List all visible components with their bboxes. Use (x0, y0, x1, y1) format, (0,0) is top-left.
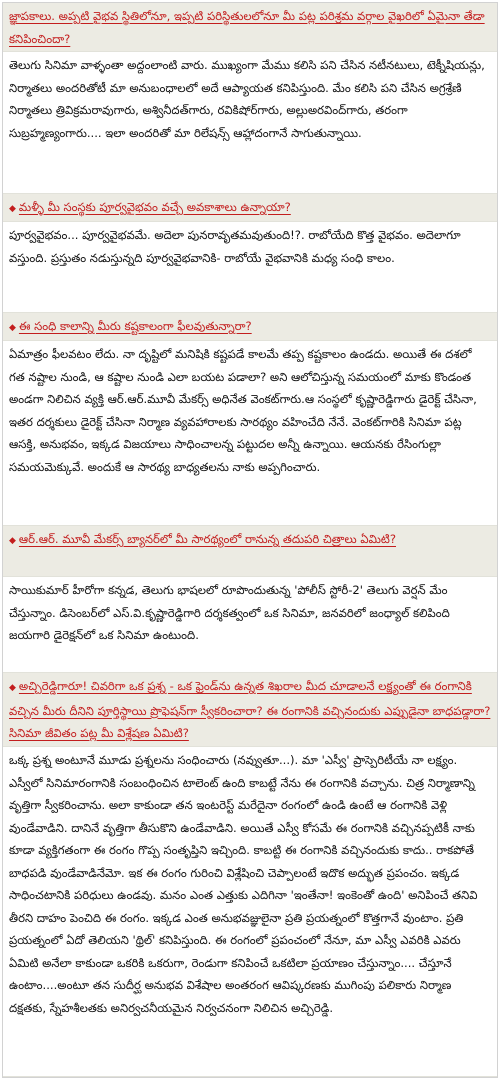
question-block (3, 526, 497, 576)
question-text: జ్ఞాపకాలు. అప్పటి వైభవ స్థితిలోనూ, ఇప్పటి పరిస్థితులలోనూ మీ పట్ల పరిశ్రమ వర్గాల వైఖరిలో ఏమైనా తేడా కనిపించిందా? (9, 9, 485, 46)
answer-block (3, 576, 497, 673)
bullet-icon: ◆ (9, 683, 16, 693)
bullet-icon: ◆ (9, 204, 16, 214)
answer-block (3, 51, 497, 194)
question-block (3, 194, 497, 221)
question-text: ఆర్.ఆర్. మూవీ మేకర్స్ బ్యానర్‌లో మీ సారథ్యంలో రానున్న తదుపరి చిత్రాలు ఏమిటి? (18, 532, 396, 546)
answer-text: ఏమాత్రం ఫీలవటం లేదు. నా దృష్టిలో మనిషికి కష్టపడే కాలమే తప్ప కష్టకాలం ఉండదు. అయితే ఈ దశలో గత నష్టాల నుండి, ఆ కష్టాల నుండి ఎలా బయట పడాలా? అని ఆలోచిస్తున్న సమయంలో మాకు కొండంత అండగా నిలిచిన వ్యక్తి ఆర్.ఆర్.మూవీ మేకర్స్ అధినేత వెంకట్‌గారు.ఆ సంస్థలో కృష్ణారెడ్డిగారు డైరెక్ట్ చేసినా, ఇతర దర్శకులు డైరెక్ట్ చేసినా నిర్మాణ వ్యవహారాలకు సారథ్యం వహించేది నేనే. వెంకట్‌గారికి సినిమా పట్ల ఆసక్తి, అనుభవం, ఇక్కడ విజయాలు సాధించాలన్న పట్టుదల అన్నీ ఉన్నాయి. ఆయనకు రేసింగుల్లా సమయమెక్కువే. అందుకే ఆ సారథ్య బాధ్యతలను నాకు అప్పగించారు. (9, 347, 477, 474)
article-page (2, 2, 498, 1078)
answer-text: పూర్వవైభవం... పూర్వవైభవమే. అదెలా పునరావృతమవుతుంది!?. రాబోయేది కొత్త వైభవం. అదెలాగూ వస్తుంది. ప్రస్తుతం నడుస్తున్నది పూర్వవైభవానికి- రాబోయే వైభవానికి మధ్య సంధి కాలం. (9, 228, 461, 265)
bullet-icon: ◆ (9, 536, 16, 546)
question-block (3, 673, 497, 746)
answer-block (3, 746, 497, 1077)
question-block (3, 313, 497, 340)
bullet-icon: ◆ (9, 323, 16, 333)
answer-text: ఒక్క ప్రశ్న అంటూనే మూడు ప్రశ్నలను సంధించారు (నవ్వుతూ...). మా 'ఎస్వీ' ప్రాస్పెరిటీయే నా లక్ష్యం. ఎస్వీలో సినిమారంగానికి సంబంధించిన టాలెంట్ ఉంది కాబట్టే నేను ఈ రంగానికి వచ్చాను. చిత్ర నిర్మాణాన్ని వృత్తిగా స్వీకరించాను. అలా కాకుండా తన ఇంటరెస్ట్ మరేదైనా రంగంలో ఉండి ఉంటే ఆ రంగానికి వెళ్లి వుండేవాడిని. దానినే వృత్తిగా తీసుకొని ఉండేవాడిని. అయితే ఎస్వీ కోసమే ఈ రంగానికి వచ్చినప్పటికీ నాకు కూడా వ్యక్తిగతంగా ఈ రంగం గొప్ప సంతృప్తిని ఇచ్చింది. కాబట్టి ఈ రంగానికి వచ్చినందుకు కాదు.. రాకపోతే బాధపడి వుండేవాడినేమో. ఇక ఈ రంగం గురించి విశ్లేషించి చెప్పాలంటే ఇదొక అద్భుత ప్రపంచం. ఇక్కడ సాధించటానికి పరిధులు ఉండవు. మనం ఎంత ఎత్తుకు ఎదిగినా 'ఇంతేనా! ఇంకెంతో ఉంది' అనిపించే తనివి తీరని దాహం పెంచిది ఈ రంగం. ఇక్కడ ఎంత అనుభవజ్ఞులైనా ప్రతి ప్రయత్నంలో కొత్తగానే వుంటాం. ప్రతి ప్రయత్నంలో ఏదో తెలియని 'థ్రిల్' కనిపిస్తుంది. ఈ రంగంలో ప్రపంచంలో నేనూ, మా ఎస్వీ ఎవరికి ఎవరు ఏమిటి అనేలా కాకుండా ఒకరికి ఒకరుగా, రెండుగా కనిపించే ఒకటిలా ప్రయాణం చేస్తున్నాం.... చేస్తూనే ఉంటాం....అంటూ తన సుదీర్ఘ అనుభవ విశేషాల అంతరంగ ఆవిష్కరణకు ముగింపు పలికారు నిర్మాణ దక్షతకు, స్నేహశీలతకు అనిర్వచనీయమైన నిర్వచనంగా నిలిచిన అచ్చిరెడ్డి. (9, 753, 478, 1015)
answer-block (3, 221, 497, 313)
question-text: మళ్ళీ మీ సంస్థకు పూర్వవైభవం వచ్చే అవకాశాలు ఉన్నాయా? (18, 200, 291, 214)
answer-text: తెలుగు సినిమా వాళ్ళంతా అద్దంలాంటి వారు. ముఖ్యంగా మేము కలిసి పని చేసిన నటీనటులు, టెక్నీషియన్లు, నిర్మాతలు అందరితోటీ మా అనుబంధాలలో అదే ఆప్యాయత కనిపిస్తుంది. మేం కలిసి పని చేసిన అగ్రశ్రేణి నిర్మాతలు త్రివిక్రమరావుగారు, అశ్వినీదత్‌గారు, రవికిషోర్‌గారు, అల్లుఅరవింద్‌గారు, తరంగా సుబ్రహ్మణ్యంగారు.... ఇలా అందరితో మా రిలేషన్స్ ఆహ్లాదంగానే సాగుతున్నాయి. (9, 58, 485, 140)
question-text: ఈ సంధి కాలాన్ని మీరు కష్టకాలంగా ఫీలవుతున్నారా? (18, 319, 252, 333)
question-block (3, 3, 497, 51)
question-text: అచ్చిరెడ్డిగారూ! చివరిగా ఒక ప్రశ్న - ఒక ఫ్రెండ్‌ను ఉన్నత శిఖరాల మీద చూడాలనే లక్ష్యంతో ఈ రంగానికి వచ్చిన మీరు దీనిని పూర్తిస్థాయి ప్రొఫెషన్‌గా స్వీకరించారా? ఈ రంగానికి వచ్చినందుకు ఎప్పుడైనా బాధపడ్డారా? సినిమా జీవితం పట్ల మీ విశ్లేషణ ఏమిటి? (9, 679, 491, 740)
answer-text: సాయికుమార్ హీరోగా కన్నడ, తెలుగు భాషలలో రూపొందుతున్న 'పోలీస్ స్టోరీ-2' తెలుగు వెర్షన్ మేం చేస్తున్నాం. డిసెంబర్‌లో ఎస్.వి.కృష్ణారెడ్డిగారి దర్శకత్వంలో ఒక సినిమా, జనవరిలో జంధ్యాల్ కలిపింది జయగారి డైరెక్షన్‌లో ఒక సినిమా ఉంటుంది. (9, 583, 450, 642)
answer-block (3, 340, 497, 526)
